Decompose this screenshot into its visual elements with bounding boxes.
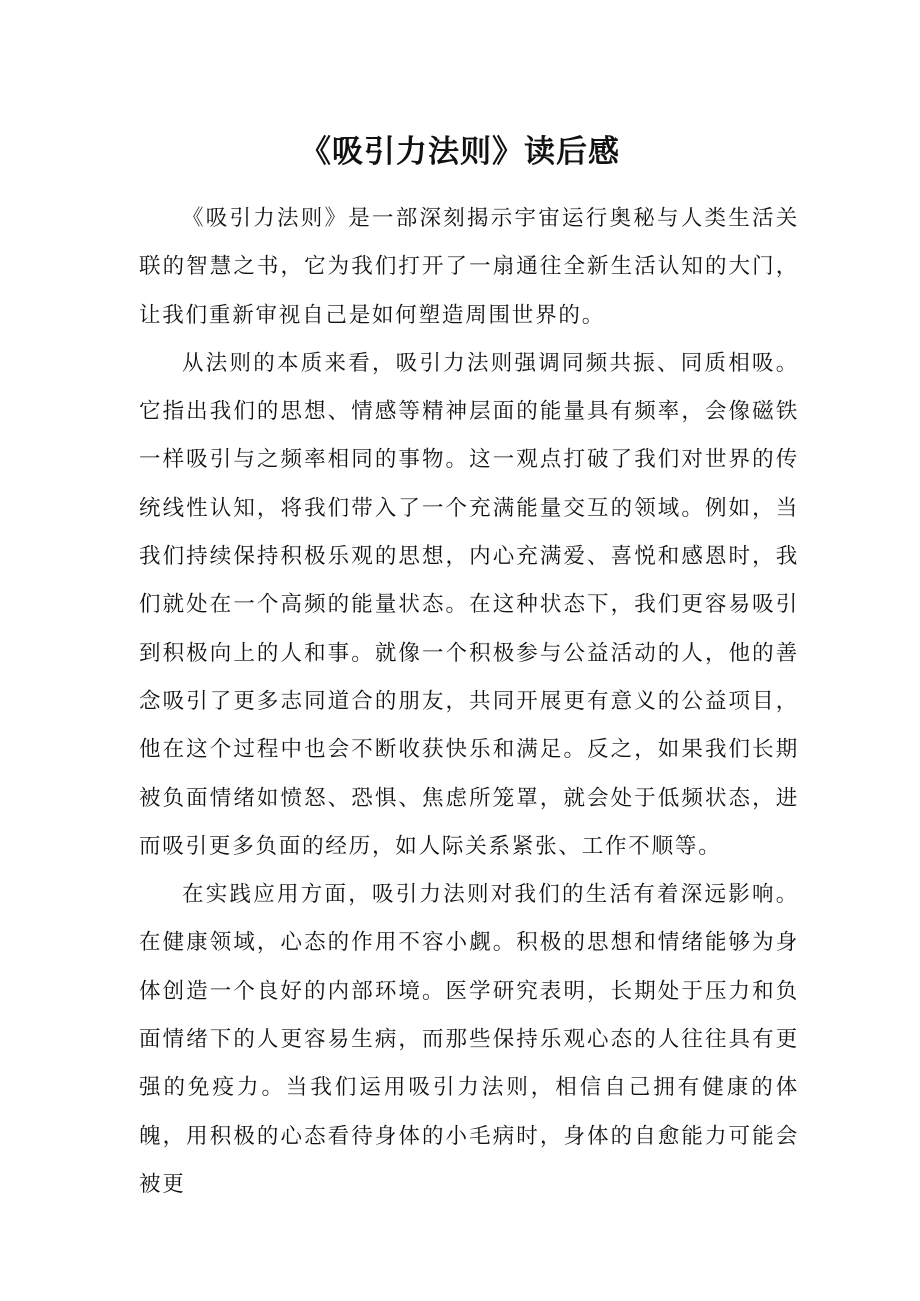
paragraph-practice: 在实践应用方面，吸引力法则对我们的生活有着深远影响。在健康领域，心态的作用不容小觑。积极的思想和情绪能够为身体创造一个良好的内部环境。医学研究表明，长期处于压力和负面情绪下的人更容易生病，而那些保持乐观心态的人往往具有更强的免疫力。当我们运用吸引力法则，相信自己拥有健康的体魄，用积极的心态看待身体的小毛病时，身体的自愈能力可能会被更: [139, 882, 799, 1197]
document-title: 《吸引力法则》读后感: [300, 134, 620, 170]
document-body: [139, 195, 799, 1209]
paragraph-essence: 从法则的本质来看，吸引力法则强调同频共振、同质相吸。它指出我们的思想、情感等精神层面的能量具有频率，会像磁铁一样吸引与之频率相同的事物。这一观点打破了我们对世界的传统线性认知，将我们带入了一个充满能量交互的领域。例如，当我们持续保持积极乐观的思想，内心充满爱、喜悦和感恩时，我们就处在一个高频的能量状态。在这种状态下，我们更容易吸引到积极向上的人和事。就像一个积极参与公益活动的人，他的善念吸引了更多志同道合的朋友，共同开展更有意义的公益项目，他在这个过程中也会不断收获快乐和满足。反之，如果我们长期被负面情绪如愤怒、恐惧、焦虑所笼罩，就会处于低频状态，进而吸引更多负面的经历，如人际关系紧张、工作不顺等。: [139, 350, 799, 859]
paragraph-intro: 《吸引力法则》是一部深刻揭示宇宙运行奥秘与人类生活关联的智慧之书，它为我们打开了一扇通往全新生活认知的大门，让我们重新审视自己是如何塑造周围世界的。: [139, 206, 799, 328]
